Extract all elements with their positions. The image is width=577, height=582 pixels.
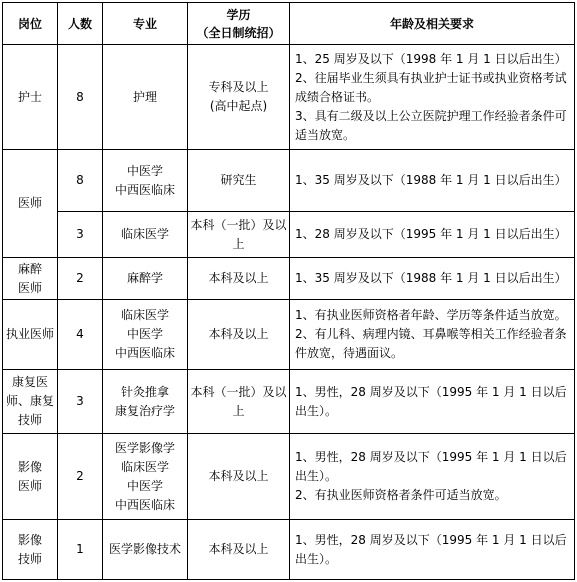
education-cell [188, 370, 290, 434]
education-text: 本科及以上 [208, 271, 269, 285]
major-cell [103, 300, 188, 370]
major-text: 临床医学 [120, 459, 169, 474]
major-text: 中医学 [126, 163, 163, 178]
position-cell [3, 520, 58, 580]
major-text: 护理 [132, 89, 157, 104]
count-cell: 3 [58, 212, 103, 258]
requirement-item: 1、35 周岁及以下（1988 年 1 月 1 日以后出生） [295, 271, 567, 285]
education-text: (高中起点) [209, 99, 268, 113]
count-cell: 8 [58, 45, 103, 150]
major-cell [103, 45, 188, 150]
position-text: 护士 [17, 89, 42, 104]
requirements-cell [290, 150, 575, 212]
education-cell [188, 212, 290, 258]
position-text: 医师 [17, 478, 42, 493]
requirement-item: 3、具有二级及以上公立医院护理工作经验者条件可适当放宽。 [295, 108, 567, 142]
education-text: 本科及以上 [208, 542, 269, 556]
header-position: 岗位 [3, 3, 58, 45]
position-cell [3, 45, 58, 150]
education-cell [188, 520, 290, 580]
position-cell [3, 300, 58, 370]
major-text: 临床医学 [120, 308, 169, 322]
major-text: 中西医临床 [114, 497, 175, 512]
position-text: 医师 [17, 280, 42, 295]
header-education-line2: （全日制统招） [196, 25, 281, 40]
major-text: 中医学 [126, 478, 163, 493]
table-row [3, 370, 575, 434]
education-text: 本科（一批）及以上 [190, 217, 287, 251]
major-cell [103, 434, 188, 520]
major-text: 医学影像技术 [108, 542, 181, 556]
header-education-line1: 学历 [226, 7, 251, 22]
position-text: 医师 [17, 196, 42, 210]
header-count: 人数 [58, 3, 103, 45]
requirements-cell [290, 370, 575, 434]
education-text: 专科及以上 [208, 80, 269, 94]
requirement-item: 1、男性，28 周岁及以下（1995 年 1 月 1 日以后出生）。 [295, 384, 567, 418]
education-cell [188, 300, 290, 370]
table-row [3, 258, 575, 300]
education-text: 研究生 [220, 173, 257, 187]
major-text: 中医学 [126, 327, 163, 341]
requirements-cell [290, 212, 575, 258]
position-text: 影像 [17, 532, 42, 547]
position-text: 技师 [17, 551, 42, 566]
major-text: 中西医临床 [114, 346, 175, 360]
count-cell: 4 [58, 300, 103, 370]
table-row [3, 520, 575, 580]
position-text: 执业医师 [5, 327, 54, 341]
requirement-item: 1、25 周岁及以下（1998 年 1 月 1 日以后出生） [295, 51, 567, 66]
position-cell [3, 150, 58, 258]
requirement-item: 2、有儿科、病理内镜、耳鼻喉等相关工作经验者条件放宽，待遇面议。 [295, 327, 567, 360]
position-text: 康复医师、康复技师 [5, 375, 54, 427]
education-cell [188, 45, 290, 150]
position-cell [3, 434, 58, 520]
header-row [3, 3, 575, 45]
education-text: 本科及以上 [208, 327, 269, 341]
position-cell [3, 258, 58, 300]
count-cell: 3 [58, 370, 103, 434]
count-cell: 2 [58, 258, 103, 300]
requirements-cell [290, 520, 575, 580]
requirement-item: 1、男性，28 周岁及以下（1995 年 1 月 1 日以后出生）。 [295, 450, 567, 483]
requirements-cell [290, 434, 575, 520]
major-cell [103, 258, 188, 300]
education-cell [188, 434, 290, 520]
table-row [3, 150, 575, 212]
requirement-item: 1、28 周岁及以下（1995 年 1 月 1 日以后出生） [295, 227, 567, 241]
major-cell [103, 212, 188, 258]
requirement-item: 1、男性，28 周岁及以下（1995 年 1 月 1 日以后出生）。 [295, 532, 567, 566]
header-education [188, 3, 290, 45]
major-cell [103, 520, 188, 580]
requirement-item: 2、往届毕业生须具有执业护士证书或执业资格考试成绩合格证书。 [295, 70, 567, 104]
position-text: 麻醉 [17, 261, 42, 276]
requirement-item: 1、有执业医师资格者年龄、学历等条件适当放宽。 [295, 308, 567, 322]
count-cell: 8 [58, 150, 103, 212]
major-text: 康复治疗学 [114, 403, 175, 418]
education-cell [188, 258, 290, 300]
position-cell [3, 370, 58, 434]
requirements-cell [290, 45, 575, 150]
header-major: 专业 [103, 3, 188, 45]
requirement-item: 2、有执业医师资格者条件可适当放宽。 [295, 488, 507, 502]
requirements-cell [290, 300, 575, 370]
table-row [3, 300, 575, 370]
major-cell [103, 150, 188, 212]
requirement-item: 1、35 周岁及以下（1988 年 1 月 1 日以后出生） [295, 173, 567, 187]
position-text: 影像 [17, 459, 42, 474]
major-text: 医学影像学 [114, 440, 175, 455]
header-requirements: 年龄及相关要求 [290, 3, 575, 45]
education-cell [188, 150, 290, 212]
count-cell: 1 [58, 520, 103, 580]
table-row [3, 45, 575, 150]
table-row [3, 434, 575, 520]
recruitment-table [2, 2, 575, 580]
count-cell: 2 [58, 434, 103, 520]
major-cell [103, 370, 188, 434]
requirements-cell [290, 258, 575, 300]
major-text: 麻醉学 [126, 271, 163, 285]
major-text: 针灸推拿 [120, 384, 169, 399]
major-text: 临床医学 [120, 227, 169, 241]
education-text: 本科（一批）及以上 [190, 384, 287, 418]
major-text: 中西医临床 [114, 182, 175, 197]
table-row [3, 212, 575, 258]
education-text: 本科及以上 [208, 469, 269, 483]
